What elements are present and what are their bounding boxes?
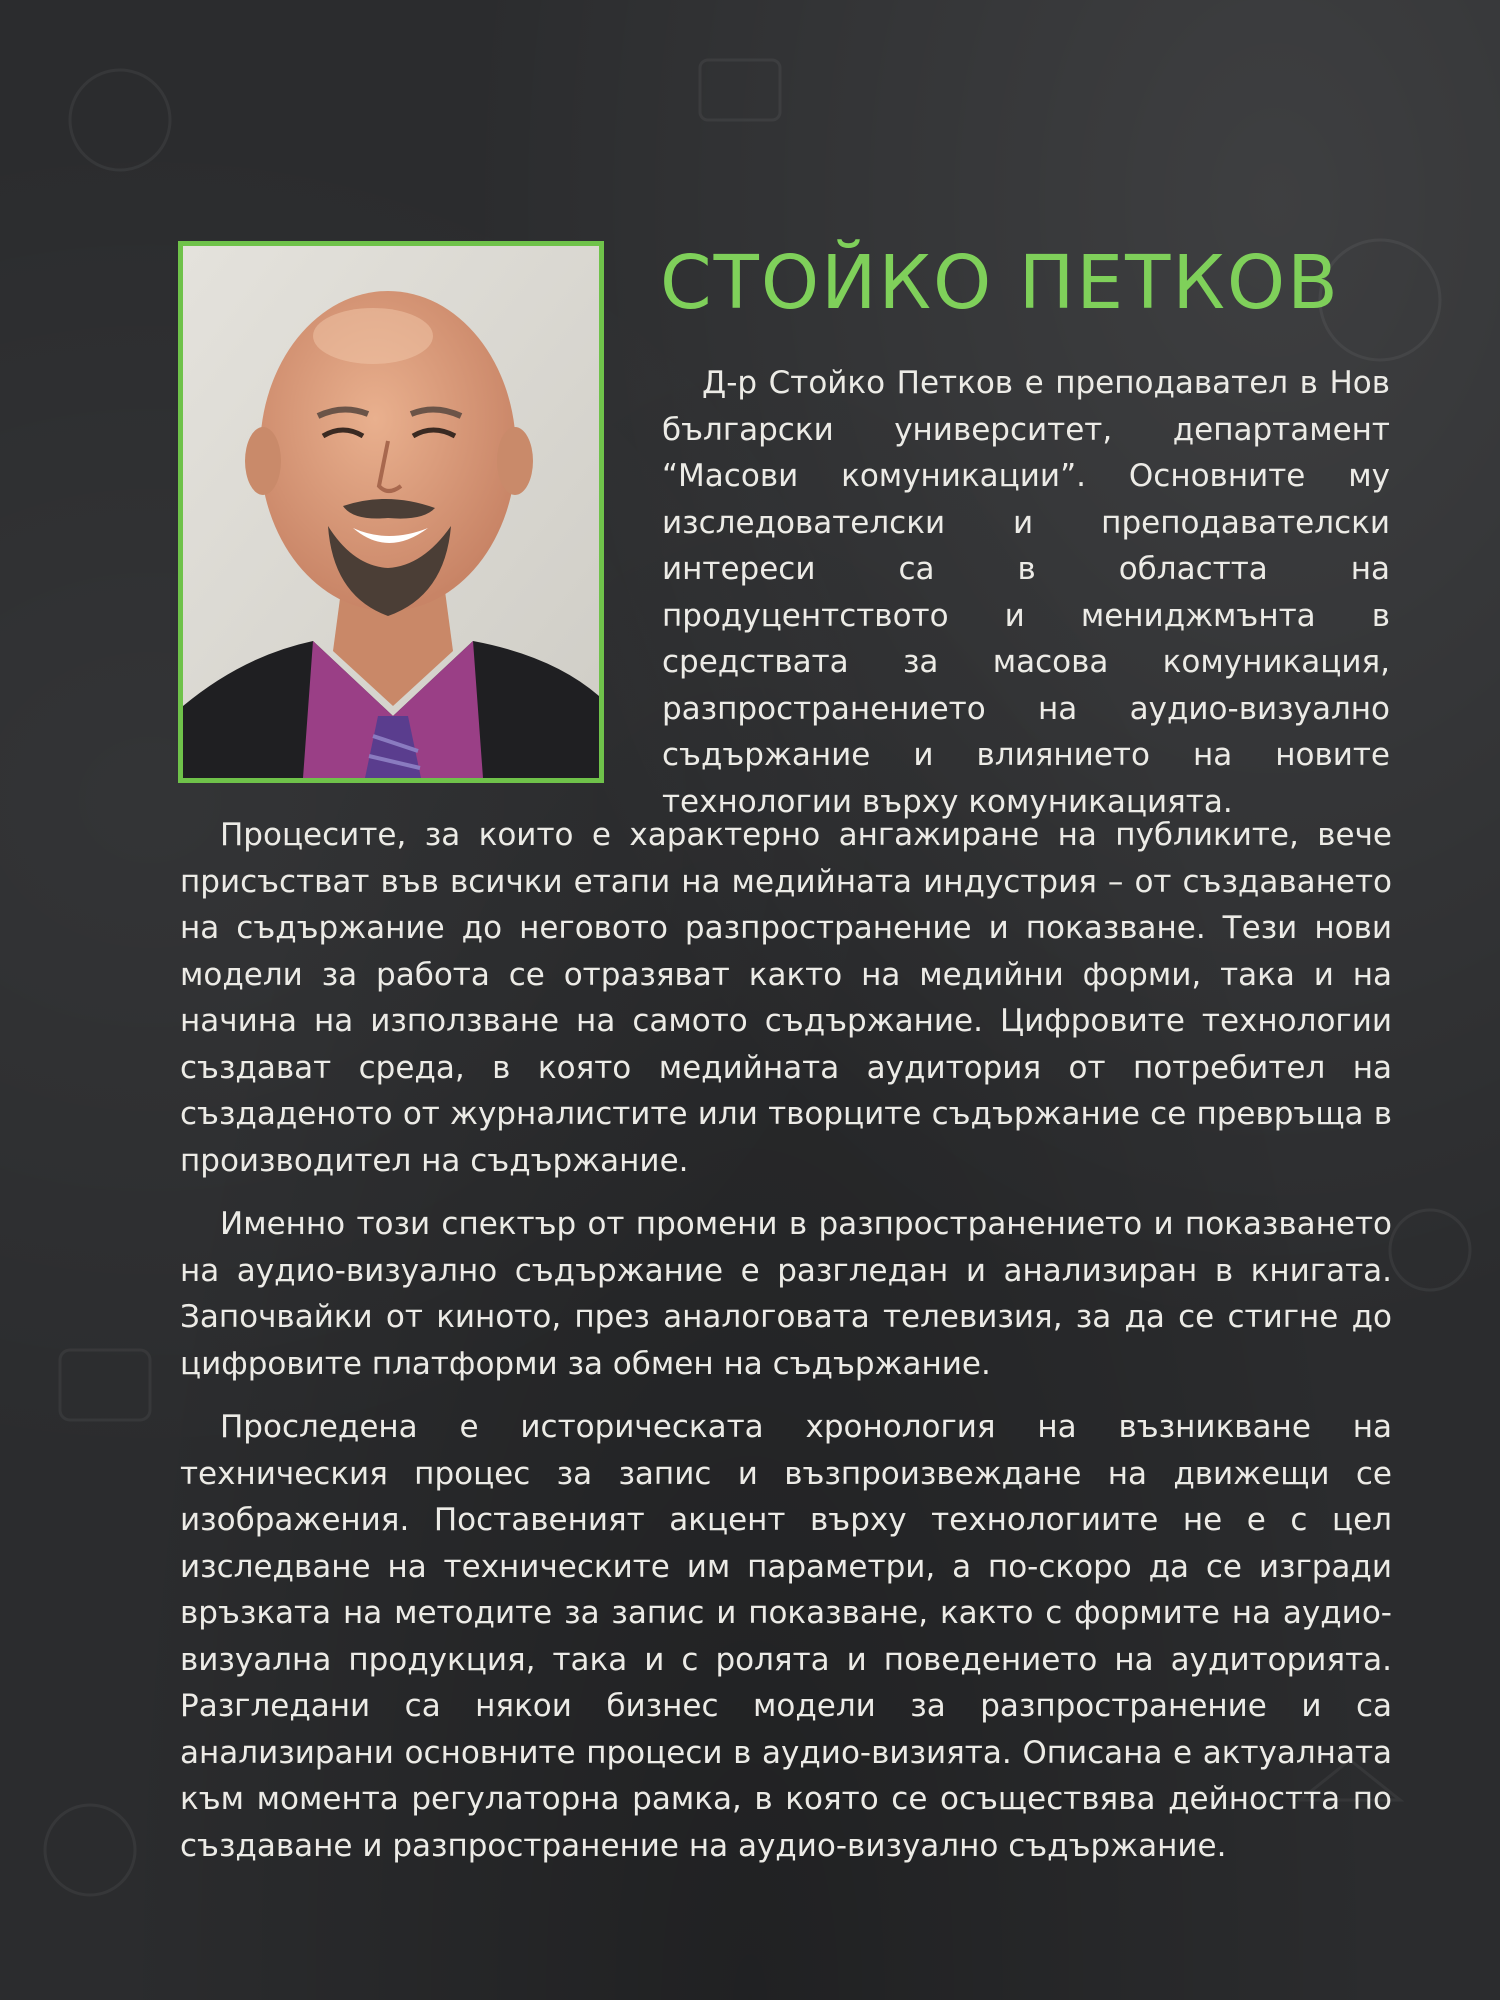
author-photo <box>178 241 604 783</box>
author-bio: Д-р Стойко Петков е преподавател в Нов български университет, департамент “Масови комуникации”. Основните му изследователски и преподавателски интереси са в областта на продуцентството и мениджмънта в средствата за масова комуникация, разпространението на аудио-визуално съдържание и влиянието на новите технологии върху комуникацията. <box>662 365 1390 820</box>
description-paragraph-3: Проследена е историческата хронология на възникване на техническия процес за запис и възпроизвеждане на движещи се изображения. Поставеният акцент върху технологиите не е с цел изследване на техническите им параметри, а по-скоро да се изгради връзката на методите за запис и показване, както с формите на аудио-визуална продукция, така и с ролята и поведението на аудиторията. Разгледани са някои бизнес модели за разпространение и са анализирани основните процеси в аудио-визията. Описана е актуалната към момента регулаторна рамка, в която се осъществява дейността по създаване и разпространение на аудио-визуално съдържание. <box>180 1409 1392 1864</box>
author-name: СТОЙКО ПЕТКОВ <box>660 240 1340 326</box>
book-description <box>180 812 1392 1886</box>
description-paragraph-2: Именно този спектър от промени в разпространението и показването на аудио-визуално съдържание е разгледан и анализиран в книгата. Започвайки от киното, през аналоговата телевизия, за да се стигне до цифровите платформи за обмен на съдържание. <box>180 1206 1392 1382</box>
description-paragraph-1: Процесите, за които е характерно ангажиране на публиките, вече присъстват във всички етапи на медийната индустрия – от създаването на съдържание до неговото разпространение и показване. Тези нови модели за работа се отразяват както на медийни форми, така и на начина на използване на самото съдържание. Цифровите технологии създават среда, в която медийната аудитория от потребител на създаденото от журналистите или творците съдържание се превръща в производител на съдържание. <box>180 817 1392 1179</box>
